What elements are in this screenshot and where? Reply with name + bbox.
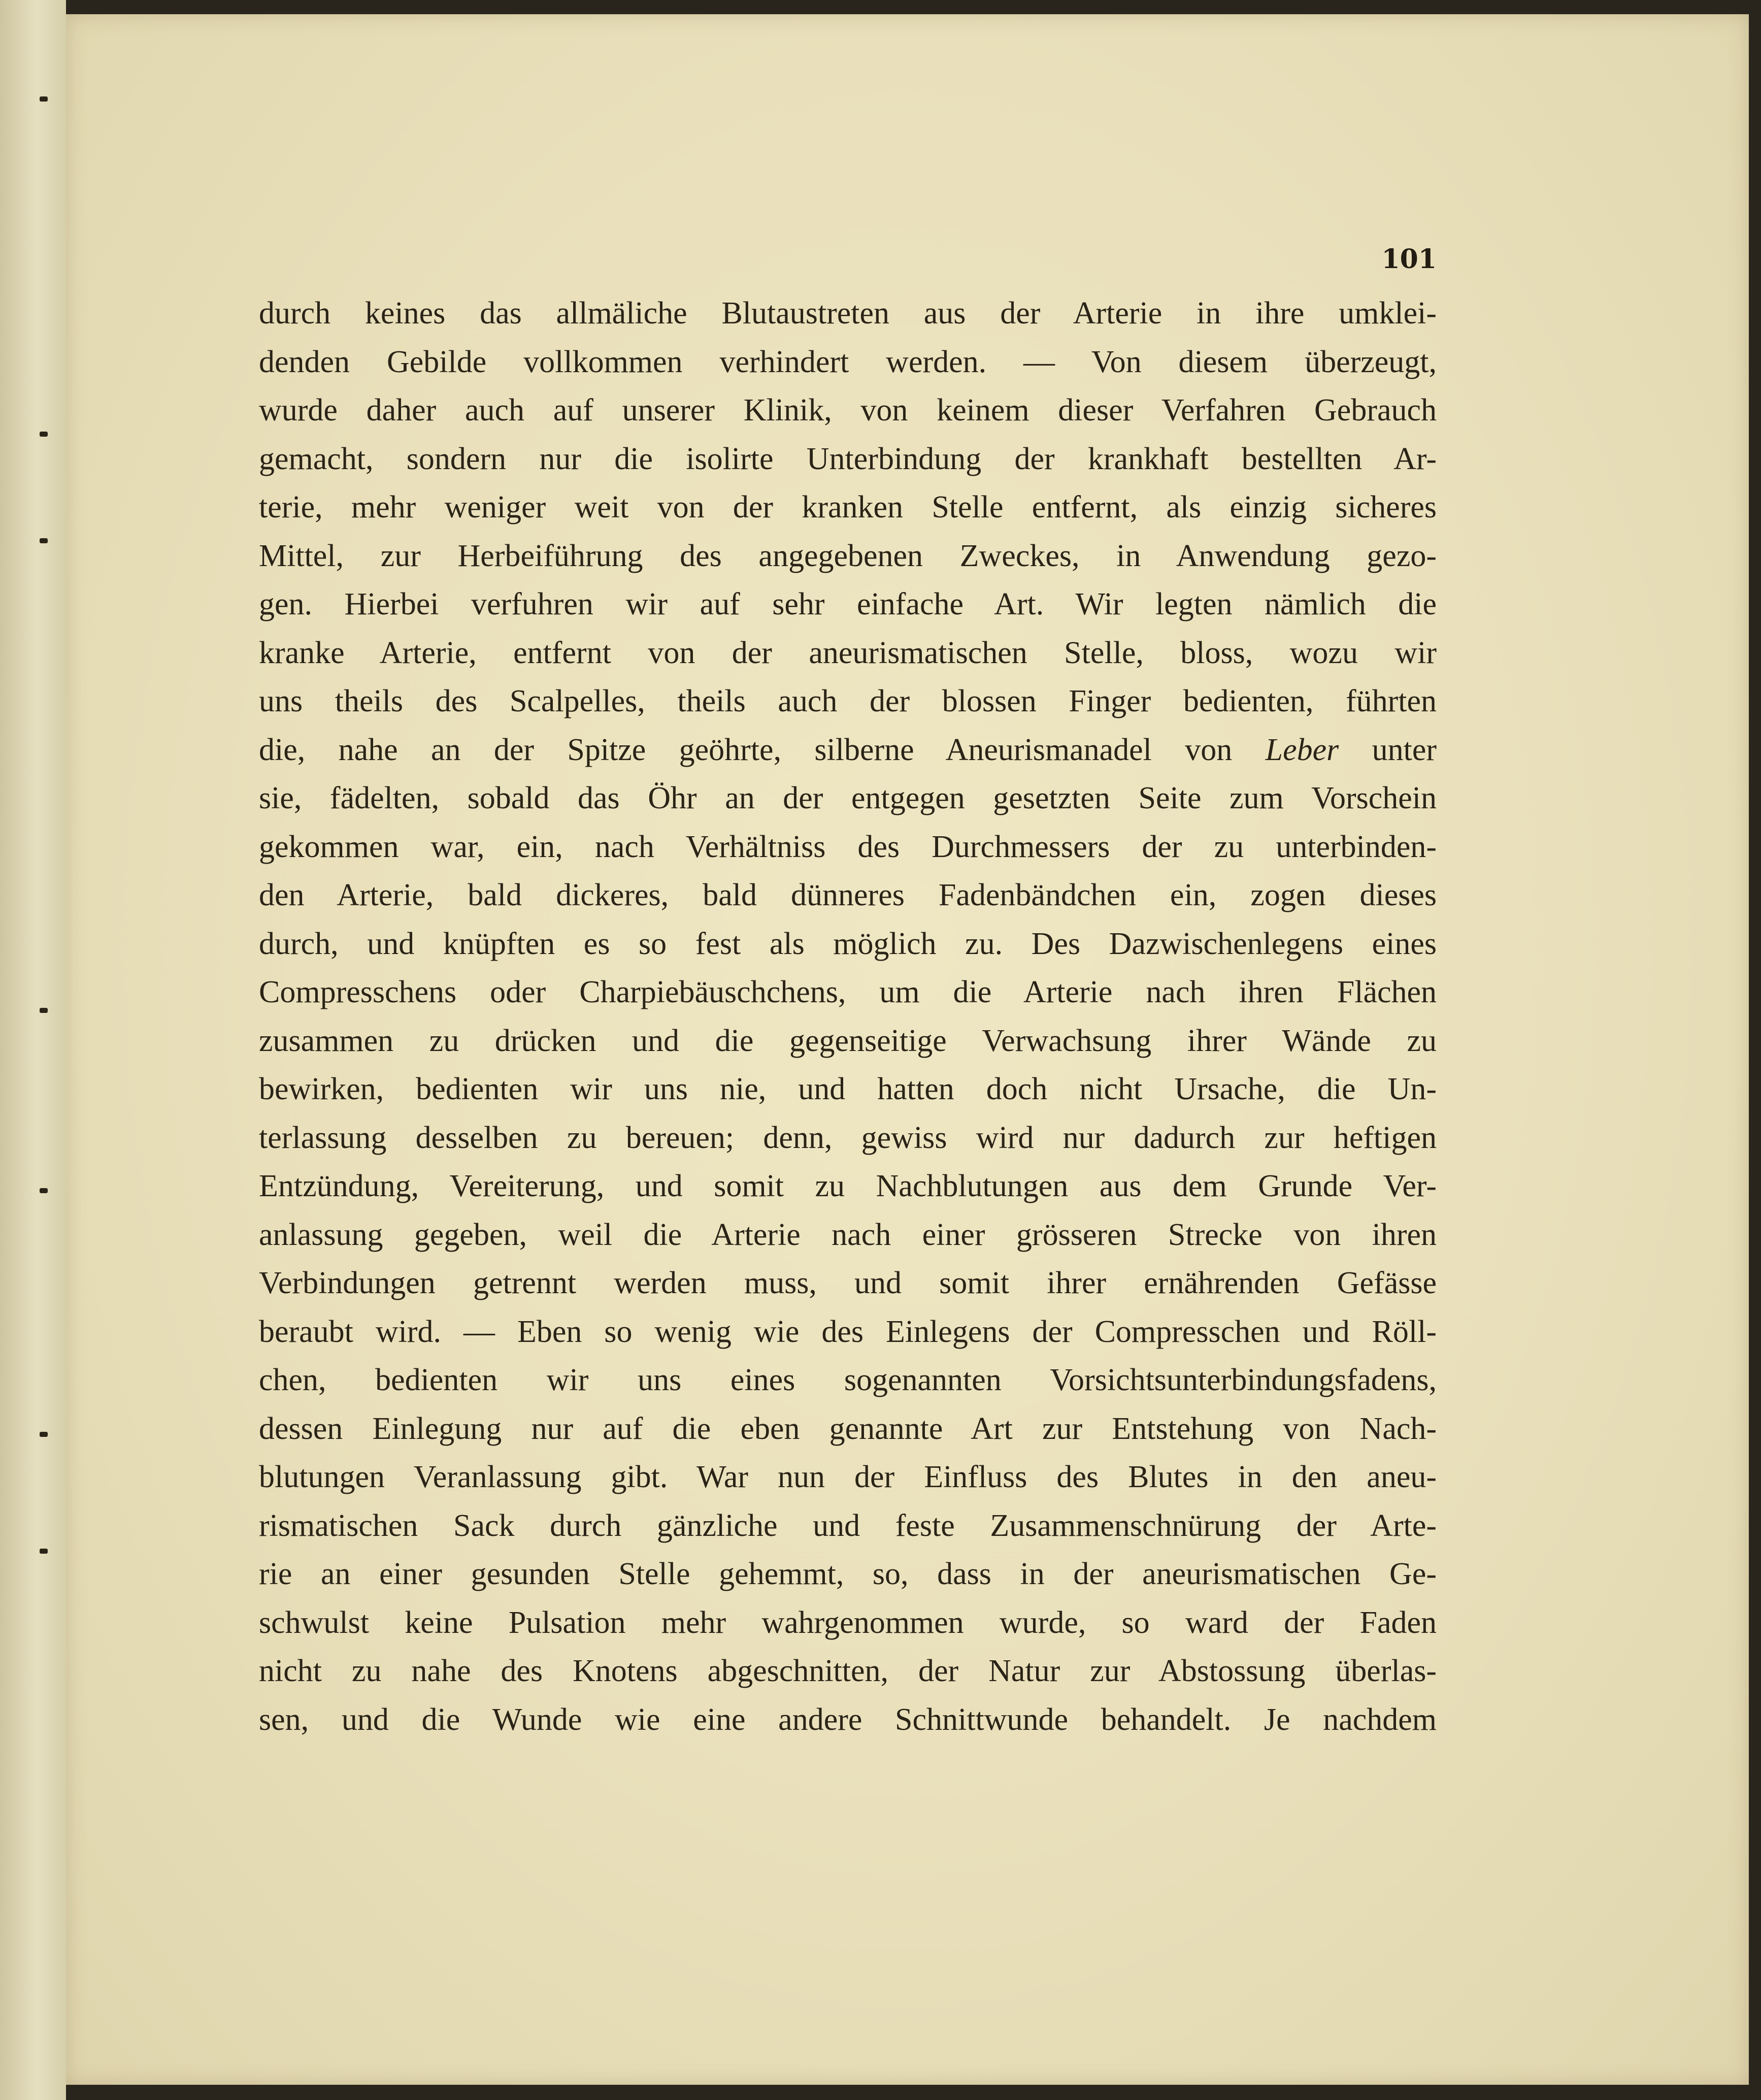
binding-mark <box>40 1008 48 1013</box>
binding-mark <box>40 96 48 102</box>
text-line: Mittel, zur Herbeiführung des angegebenen Zweckes, in Anwendung gezo- <box>259 538 1437 573</box>
text-line: denden Gebilde vollkommen verhindert werden. — Von diesem überzeugt, <box>259 344 1437 379</box>
text-line: anlassung gegeben, weil die Arterie nach einer grösseren Strecke von ihren <box>259 1217 1437 1252</box>
text-line: chen, bedienten wir uns eines sogenannten Vorsichtsunterbindungsfadens, <box>259 1363 1437 1397</box>
page-number: 101 <box>1381 244 1437 275</box>
binding-mark <box>40 1549 48 1554</box>
binding-mark <box>40 432 48 437</box>
facing-page-edge <box>0 0 66 2100</box>
text-line: uns theils des Scalpelles, theils auch der blossen Finger bedienten, führten <box>259 684 1437 718</box>
text-line: terie, mehr weniger weit von der kranken Stelle entfernt, als einzig sicheres <box>259 490 1437 524</box>
text-line: gekommen war, ein, nach Verhältniss des Durchmessers der zu unterbinden- <box>259 829 1437 864</box>
text-line: sen, und die Wunde wie eine andere Schnittwunde behandelt. Je nachdem <box>259 1702 1437 1737</box>
text-line: den Arterie, bald dickeres, bald dünneres Fadenbändchen ein, zogen dieses <box>259 878 1437 912</box>
text-line: rismatischen Sack durch gänzliche und feste Zusammenschnürung der Arte- <box>259 1508 1437 1543</box>
text-run: unter <box>1339 732 1437 767</box>
text-line: Verbindungen getrennt werden muss, und somit ihrer ernährenden Gefässe <box>259 1266 1437 1300</box>
text-line: durch, und knüpften es so fest als möglich zu. Des Dazwischenlegens eines <box>259 926 1437 961</box>
text-line: dessen Einlegung nur auf die eben genannte Art zur Entstehung von Nach- <box>259 1411 1437 1446</box>
body-text <box>259 289 1437 1744</box>
text-line: durch keines das allmäliche Blutaustreten aus der Arterie in ihre umklei- <box>259 296 1437 331</box>
italic-name: Leber <box>1265 732 1339 767</box>
text-line: sie, fädelten, sobald das Öhr an der entgegen gesetzten Seite zum Vorschein <box>259 781 1437 815</box>
text-line: wurde daher auch auf unserer Klinik, von keinem dieser Verfahren Gebrauch <box>259 393 1437 428</box>
text-line <box>259 726 1437 775</box>
binding-mark <box>40 1188 48 1193</box>
text-line: Compresschens oder Charpiebäuschchens, um die Arterie nach ihren Flächen <box>259 975 1437 1009</box>
text-line: Entzündung, Vereiterung, und somit zu Nachblutungen aus dem Grunde Ver- <box>259 1169 1437 1203</box>
binding-mark <box>40 1432 48 1437</box>
text-line: nicht zu nahe des Knotens abgeschnitten, der Natur zur Abstossung überlas- <box>259 1654 1437 1688</box>
text-run: die, nahe an der Spitze geöhrte, silberne Aneurismanadel von <box>259 732 1266 767</box>
text-line: beraubt wird. — Eben so wenig wie des Einlegens der Compresschen und Röll- <box>259 1314 1437 1349</box>
text-line: kranke Arterie, entfernt von der aneurismatischen Stelle, bloss, wozu wir <box>259 635 1437 670</box>
text-line: schwulst keine Pulsation mehr wahrgenommen wurde, so ward der Faden <box>259 1605 1437 1640</box>
text-line: gemacht, sondern nur die isolirte Unterbindung der krankhaft bestellten Ar- <box>259 441 1437 476</box>
binding-mark <box>40 538 48 543</box>
text-line: blutungen Veranlassung gibt. War nun der Einfluss des Blutes in den aneu- <box>259 1460 1437 1494</box>
text-line: gen. Hierbei verfuhren wir auf sehr einfache Art. Wir legten nämlich die <box>259 587 1437 621</box>
text-line: bewirken, bedienten wir uns nie, und hatten doch nicht Ursache, die Un- <box>259 1072 1437 1106</box>
text-line: rie an einer gesunden Stelle gehemmt, so, dass in der aneurismatischen Ge- <box>259 1557 1437 1591</box>
text-line: terlassung desselben zu bereuen; denn, gewiss wird nur dadurch zur heftigen <box>259 1120 1437 1155</box>
text-line: zusammen zu drücken und die gegenseitige Verwachsung ihrer Wände zu <box>259 1023 1437 1058</box>
